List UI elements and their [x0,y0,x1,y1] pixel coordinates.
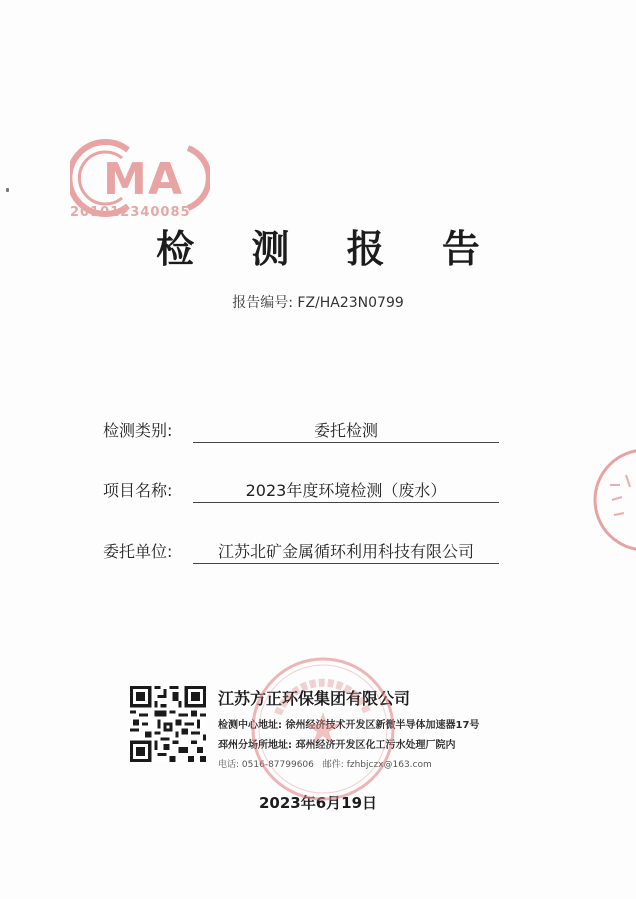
phone-label: 电话: [218,760,240,770]
report-number-label: 报告编号: [232,295,293,311]
qr-code-icon [130,686,206,762]
field-label: 项目名称: [103,481,173,500]
report-number-value: FZ/HA23N0799 [297,295,404,311]
svg-text:A: A [148,154,183,205]
scan-speck [6,188,9,192]
testing-center-address [218,716,479,731]
report-number-line [0,292,636,312]
field-value: 委托检测 [313,421,378,440]
field-underline [193,563,499,564]
branch-address [218,736,455,751]
cma-certificate-code: 201012340085 [70,205,191,220]
email-label: 邮件: [322,760,344,770]
company-name: 江苏方正环保集团有限公司 [218,689,411,708]
field-project-name [103,472,503,502]
edge-seal-icon [590,445,636,555]
address-label: 邳州分场所地址: [218,740,292,751]
field-label: 检测类别: [103,421,173,440]
page-title: 检 测 报 告 [156,227,502,271]
phone-value: 0516-87799606 [241,760,314,770]
field-value: 2023年度环境检测（废水） [245,481,447,500]
field-underline [193,442,499,443]
address-value: 徐州经济技术开发区新微半导体加速器17号 [285,720,480,731]
field-label: 委托单位: [103,542,173,561]
address-label: 检测中心地址: [218,720,282,731]
field-test-category [103,412,503,442]
contact-line [218,757,432,770]
field-value: 江苏北矿金属循环利用科技有限公司 [217,542,474,561]
report-date: 2023年6月19日 [258,794,378,812]
field-underline [193,502,499,503]
svg-text:M: M [103,154,147,205]
address-value: 邳州经济开发区化工污水处理厂院内 [295,740,456,751]
field-client [103,533,503,563]
email-value: fzhbjczx@163.com [346,760,432,770]
